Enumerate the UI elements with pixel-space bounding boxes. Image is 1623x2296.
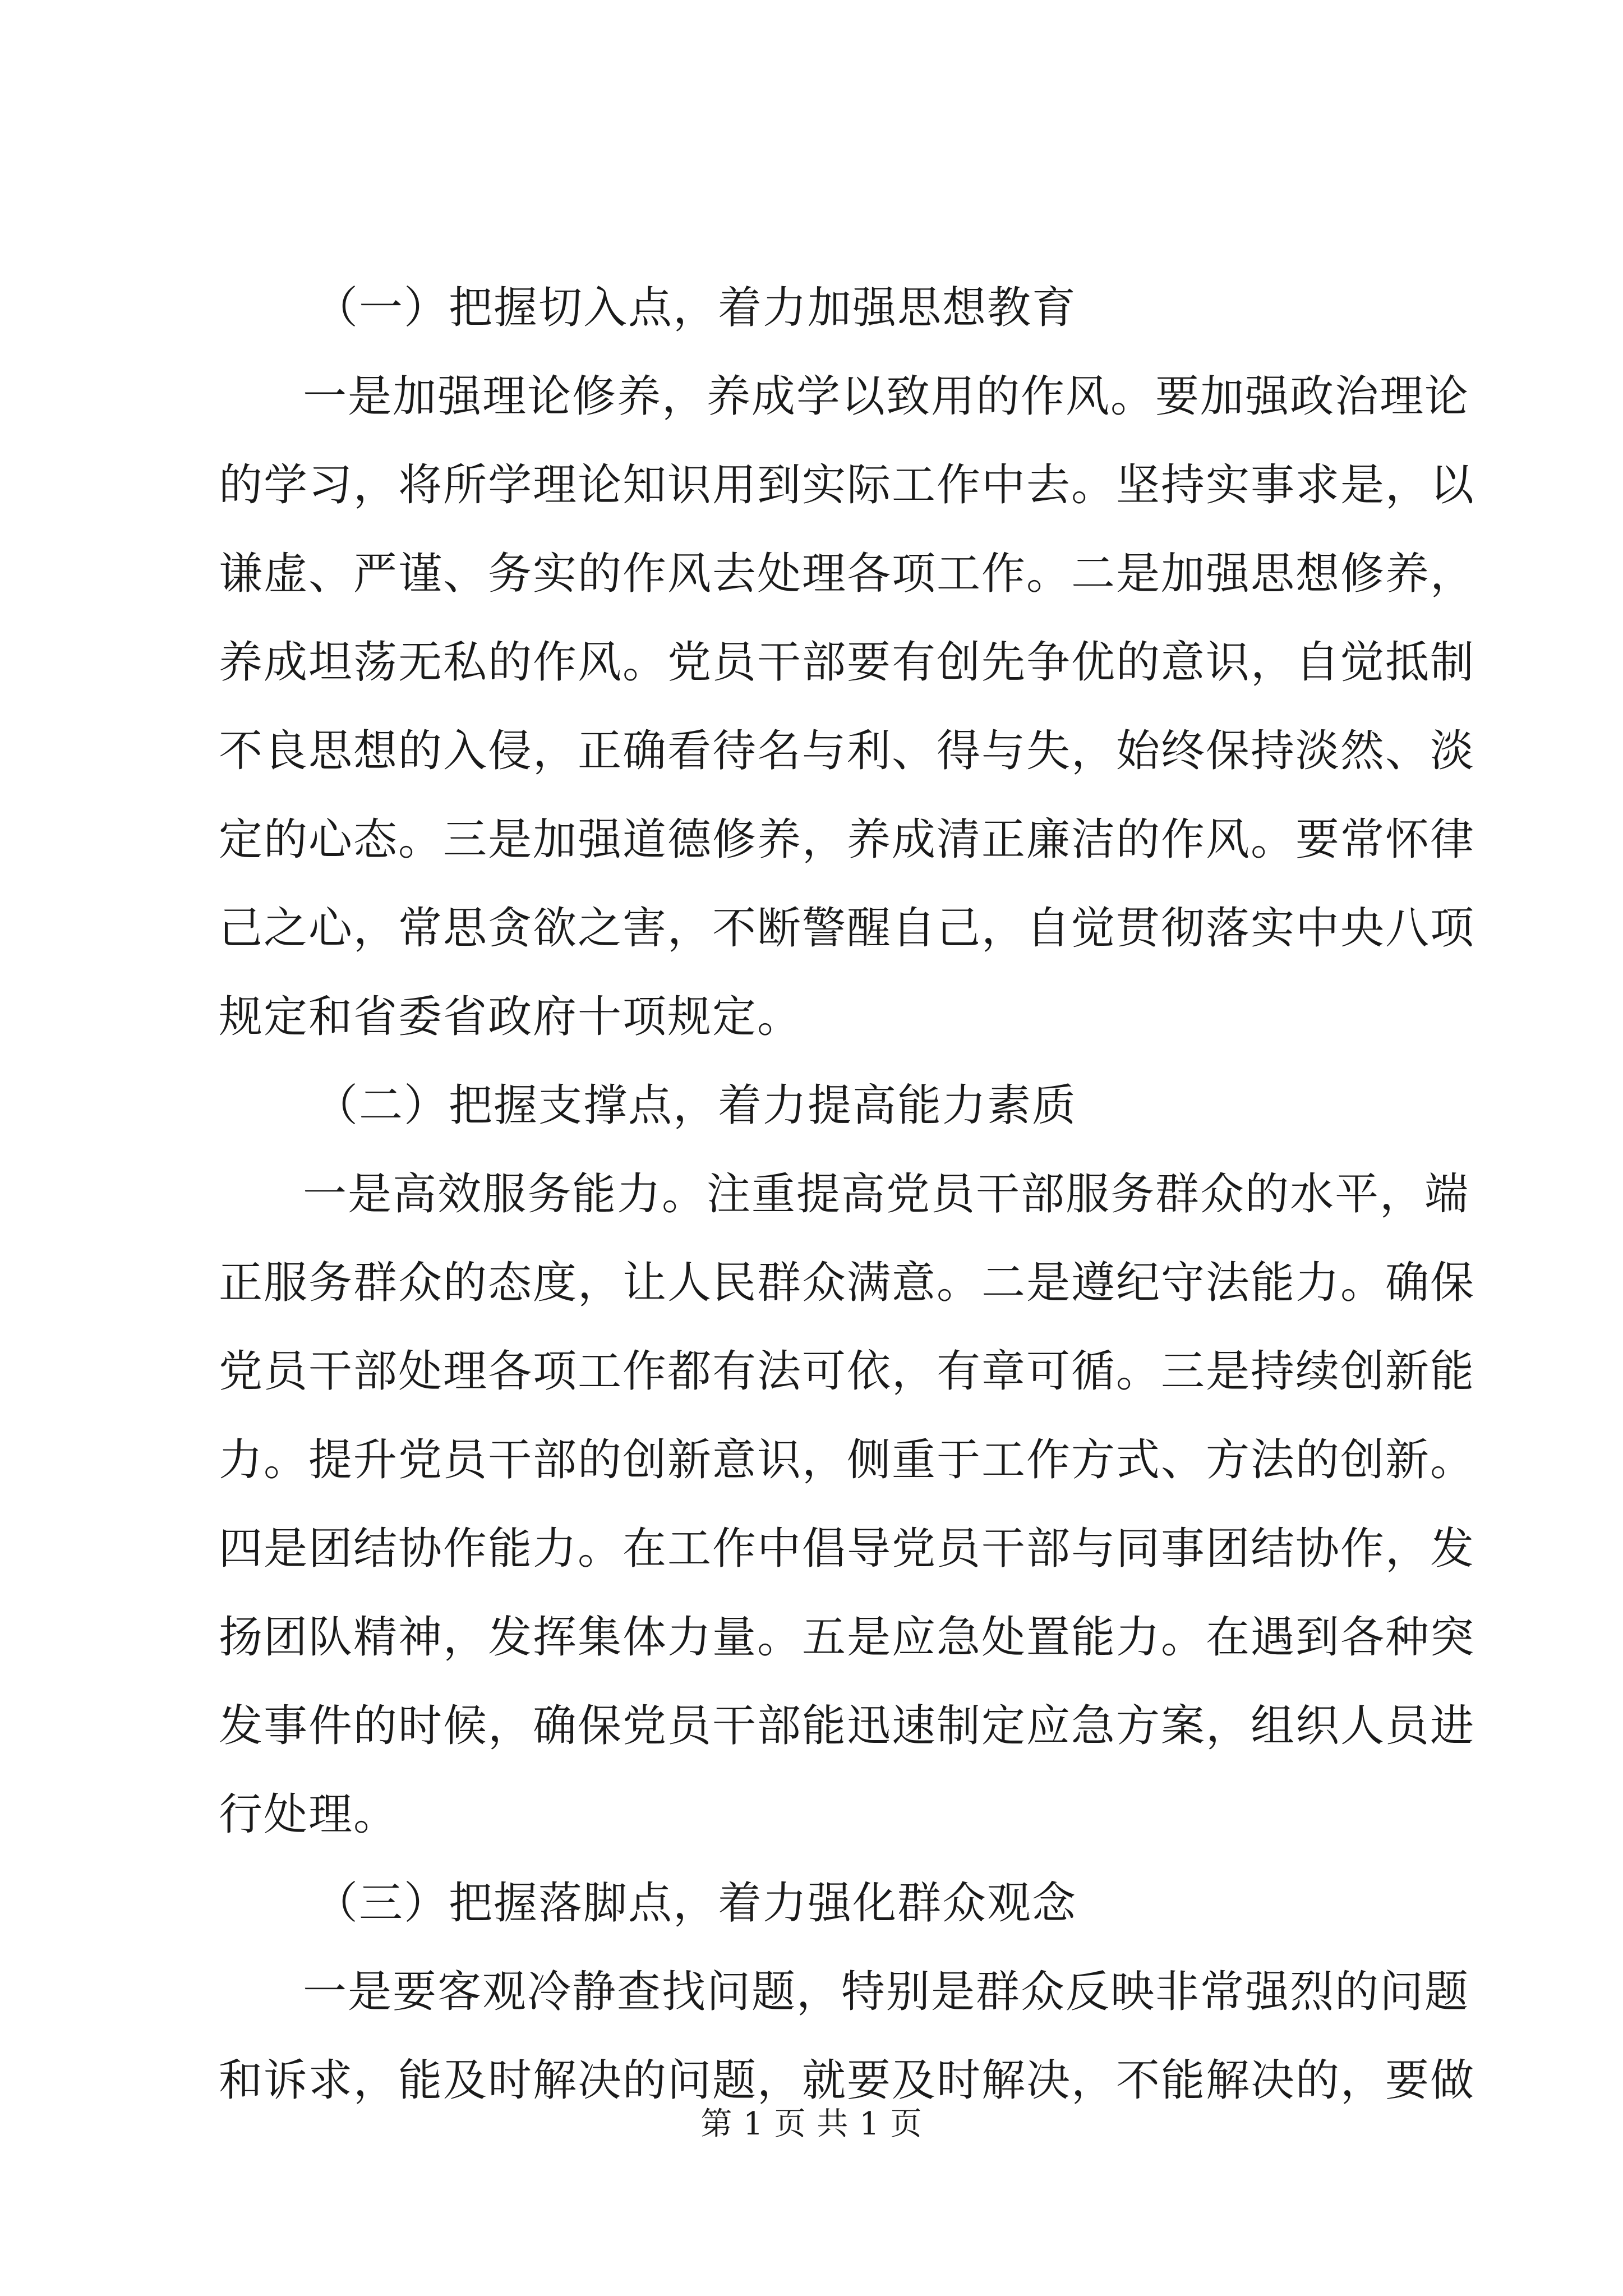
paragraph-line: 一是加强理论修养，养成学以致用的作风。要加强政治理论 [303,371,1470,422]
paragraph-line: 己之心，常思贪欲之害，不断警醒自己，自觉贯彻落实中央八项 [219,903,1476,954]
paragraph-line: 的学习，将所学理论知识用到实际工作中去。坚持实事求是，以 [219,460,1476,510]
section-heading-3: （三）把握落脚点，着力强化群众观念 [314,1878,1077,1929]
section-heading-1: （一）把握切入点，着力加强思想教育 [314,283,1077,333]
paragraph-line: 正服务群众的态度，让人民群众满意。二是遵纪守法能力。确保 [219,1258,1476,1308]
paragraph-line: 规定和省委省政府十项规定。 [219,992,803,1042]
paragraph-line: 养成坦荡无私的作风。党员干部要有创先争优的意识，自觉抵制 [219,637,1476,688]
section-heading-2: （二）把握支撑点，着力提高能力素质 [314,1080,1077,1131]
paragraph-line: 行处理。 [219,1789,399,1840]
page-number-footer: 第 1 页 共 1 页 [700,2106,923,2142]
paragraph-line: 扬团队精神，发挥集体力量。五是应急处置能力。在遇到各种突 [219,1612,1476,1663]
paragraph-line: 四是团结协作能力。在工作中倡导党员干部与同事团结协作，发 [219,1524,1476,1574]
paragraph-line: 一是高效服务能力。注重提高党员干部服务群众的水平，端 [303,1169,1470,1220]
paragraph-line: 党员干部处理各项工作都有法可依，有章可循。三是持续创新能 [219,1346,1476,1397]
document-body [219,264,1476,2125]
paragraph-line: 一是要客观冷静查找问题，特别是群众反映非常强烈的问题 [303,1967,1470,2017]
paragraph-line: 力。提升党员干部的创新意识，侧重于工作方式、方法的创新。 [219,1435,1476,1485]
paragraph-line: 不良思想的入侵，正确看待名与利、得与失，始终保持淡然、淡 [219,726,1476,776]
paragraph-line: 和诉求，能及时解决的问题，就要及时解决，不能解决的，要做 [219,2055,1476,2106]
paragraph-line: 定的心态。三是加强道德修养，养成清正廉洁的作风。要常怀律 [219,815,1476,865]
paragraph-line: 谦虚、严谨、务实的作风去处理各项工作。二是加强思想修养， [219,549,1476,599]
paragraph-line: 发事件的时候，确保党员干部能迅速制定应急方案，组织人员进 [219,1701,1476,1751]
